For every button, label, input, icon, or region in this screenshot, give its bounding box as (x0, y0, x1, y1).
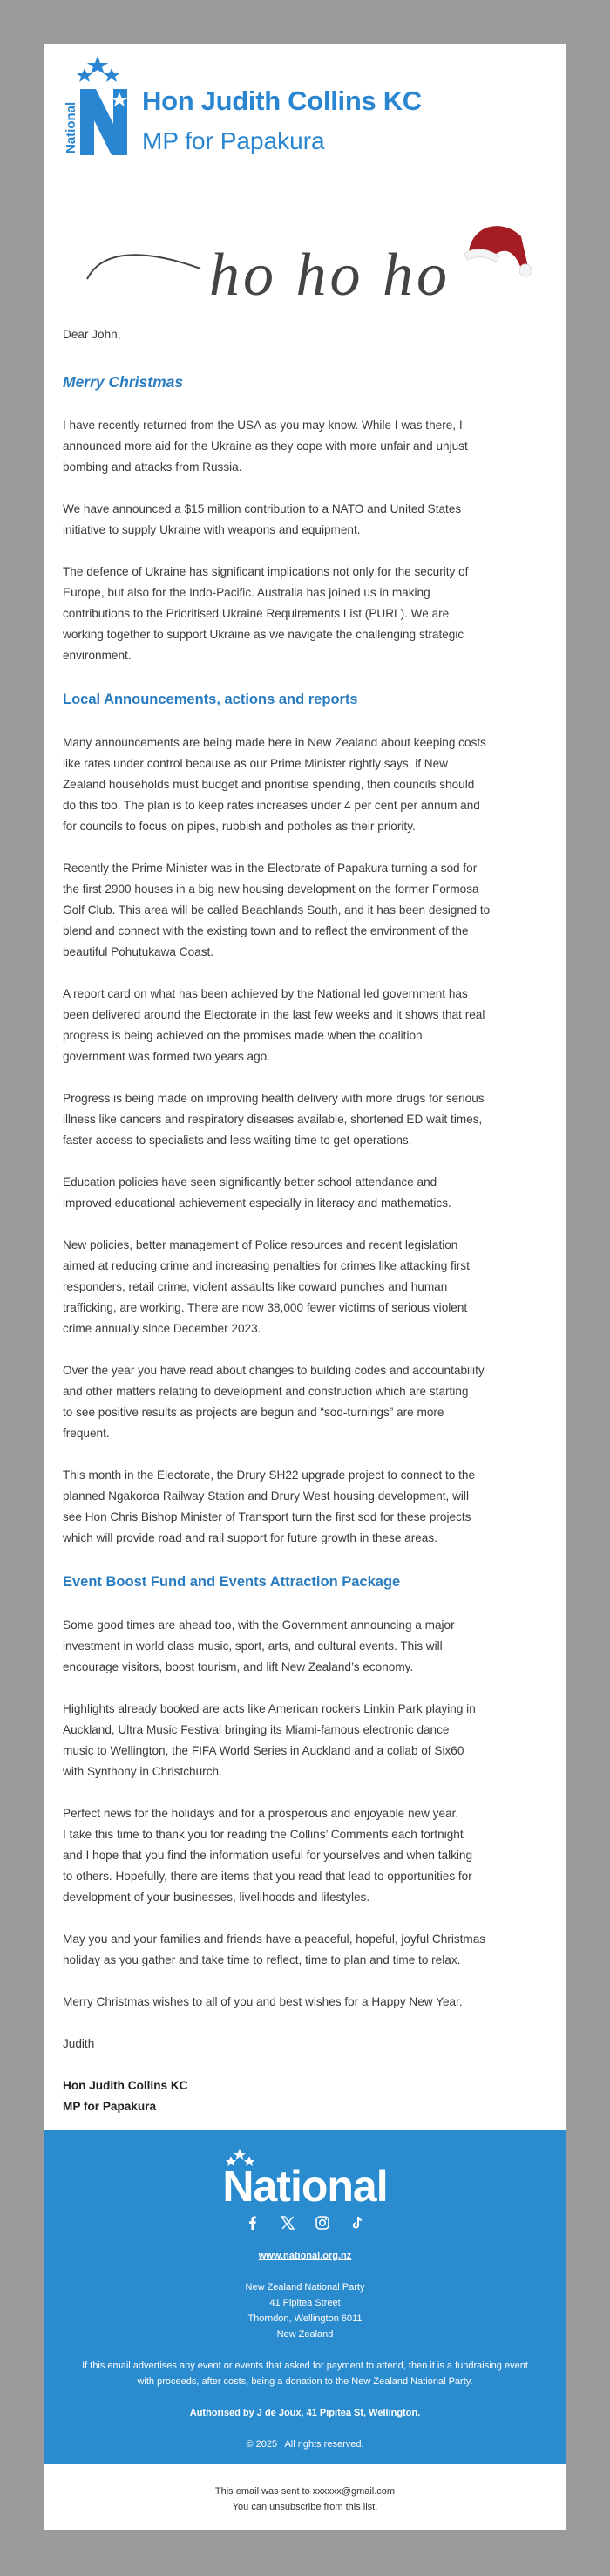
paragraph-line: I have recently returned from the USA as you may know. While I was there, I (63, 419, 463, 432)
paragraph-line: Zealand households must budget and prioritise spending, then councils should (63, 778, 475, 791)
banner-text: ho ho ho (209, 242, 451, 309)
body-paragraph (63, 1615, 547, 1678)
greeting: Dear John, (63, 328, 121, 341)
paragraph-line: announced more aid for the Ukraine as they cope with more unfair and unjust (63, 440, 468, 453)
footer-logo-text: National (222, 2162, 388, 2203)
address-line: Thorndon, Wellington 6011 (247, 2314, 363, 2324)
paragraph-line: government was formed two years ago. (63, 1050, 271, 1063)
paragraph-line: and other matters relating to development and construction which are starting (63, 1385, 469, 1398)
paragraph-line: Some good times are ahead too, with the Government announcing a major (63, 1619, 455, 1632)
address-line: New Zealand (276, 2329, 334, 2340)
content-sections (63, 371, 547, 2055)
body-paragraph (63, 2034, 547, 2055)
paragraph-line: Education policies have seen significantly better school attendance and (63, 1176, 437, 1189)
body-paragraph (63, 562, 547, 666)
signature-role: MP for Papakura (63, 2100, 157, 2113)
fundraising-disclaimer: If this email advertises any event or events that asked for payment to attend, then it is a fundraising event with proceeds, after costs, being a donation to the New Zealand National Party. (82, 2361, 528, 2387)
body-paragraph (63, 1172, 547, 1214)
body-paragraph (63, 415, 547, 478)
paragraph-line: which will provide road and rail support for future growth in these areas. (63, 1531, 437, 1544)
body-paragraph (63, 1088, 547, 1151)
paragraph-line: Recently the Prime Minister was in the Electorate of Papakura turning a sod for (63, 862, 478, 875)
paragraph-line: Many announcements are being made here in New Zealand about keeping costs (63, 736, 486, 749)
paragraph-line: development of your businesses, livelihoods and lifestyles. (63, 1891, 370, 1904)
address (44, 2280, 566, 2342)
paragraph-line: investment in world class music, sport, arts, and cultural events. This will (63, 1639, 443, 1653)
authorisation-statement: Authorised by J de Joux, 41 Pipitea St, Wellington. (189, 2408, 421, 2418)
paragraph-line: I take this time to thank you for reading the Collins’ Comments each fortnight (63, 1828, 464, 1841)
paragraph-line: improved educational achievement especially in literacy and mathematics. (63, 1196, 451, 1210)
instagram-icon[interactable] (315, 2215, 330, 2231)
national-wordmark-logo (209, 2149, 401, 2203)
national-logo-icon (54, 54, 141, 159)
paragraph-line: working together to support Ukraine as we navigate the challenging strategic (63, 628, 464, 641)
paragraph-line: The defence of Ukraine has significant implications not only for the security of (63, 565, 469, 578)
paragraph-line: been delivered around the Electorate in the last few weeks and it shows that real (63, 1008, 485, 1021)
ho-ho-ho-banner (78, 192, 532, 323)
paragraph-line: Auckland, Ultra Music Festival bringing its Miami-famous electronic dance (63, 1723, 450, 1736)
email-card (44, 44, 566, 2530)
paragraph-line: crime annually since December 2023. (63, 1322, 261, 1335)
paragraph-line: frequent. (63, 1427, 110, 1440)
paragraph-line: trafficking, are working. There are now 38,000 fewer victims of serious violent (63, 1301, 468, 1314)
paragraph-line: with Synthony in Christchurch. (63, 1765, 222, 1778)
paragraph-line: and I hope that you find the information useful for yourselves and when talking (63, 1849, 473, 1862)
copyright: © 2025 | All rights reserved. (246, 2439, 364, 2450)
email-body (44, 324, 566, 2130)
paragraph-line: Europe, but also for the Indo-Pacific. Australia has joined us in making (63, 586, 430, 599)
paragraph-line: faster access to specialists and less waiting time to get operations. (63, 1134, 412, 1147)
body-paragraph (63, 733, 547, 837)
section-heading: Event Boost Fund and Events Attraction Package (63, 1574, 401, 1590)
body-paragraph (63, 1929, 547, 1971)
swash-decoration (87, 255, 200, 279)
header-subtitle: MP for Papakura (142, 127, 325, 154)
paragraph-line: the first 2900 houses in a big new housing development on the former Formosa (63, 883, 479, 896)
paragraph-line: encourage visitors, boost tourism, and lift New Zealand’s economy. (63, 1660, 414, 1673)
paragraph-line: May you and your families and friends have a peaceful, hopeful, joyful Christmas (63, 1932, 486, 1946)
paragraph-line: We have announced a $15 million contribution to a NATO and United States (63, 502, 462, 515)
paragraph-line: bombing and attacks from Russia. (63, 460, 242, 474)
body-paragraph (63, 984, 547, 1067)
paragraph-line: Judith (63, 2037, 95, 2050)
body-paragraph (63, 1360, 547, 1444)
signature-name: Hon Judith Collins KC (63, 2079, 188, 2092)
paragraph-line: Merry Christmas wishes to all of you and best wishes for a Happy New Year. (63, 1995, 463, 2008)
sent-to-text: This email was sent to xxxxxx@gmail.com (214, 2486, 396, 2497)
paragraph-line: progress is being achieved on the promises made when the coalition (63, 1029, 423, 1042)
paragraph-line: Perfect news for the holidays and for a prosperous and enjoyable new year. (63, 1807, 459, 1820)
website-link[interactable]: www.national.org.nz (258, 2251, 352, 2261)
paragraph-line: environment. (63, 649, 132, 662)
paragraph-line: to see positive results as projects are begun and “sod-turnings” are more (63, 1406, 444, 1419)
paragraph-line: beautiful Pohutukawa Coast. (63, 945, 214, 958)
facebook-icon[interactable] (245, 2215, 261, 2231)
unsubscribe-link[interactable]: You can unsubscribe from this list. (232, 2502, 378, 2512)
paragraph-line: contributions to the Prioritised Ukraine Requirements List (PURL). We are (63, 607, 450, 620)
paragraph-line: planned Ngakoroa Railway Station and Drury West housing development, will (63, 1489, 469, 1503)
paragraph-line: Over the year you have read about changes to building codes and accountability (63, 1364, 485, 1377)
footer (44, 2130, 566, 2464)
paragraph-line: like rates under control because as our Prime Minister rightly says, if New (63, 757, 448, 770)
paragraph-line: Golf Club. This area will be called Beachlands South, and it has been designed to (63, 903, 491, 917)
paragraph-line: New policies, better management of Police resources and recent legislation (63, 1238, 458, 1251)
paragraph-line: see Hon Chris Bishop Minister of Transport turn the first sod for these projects (63, 1510, 471, 1523)
paragraph-line: aimed at reducing crime and increasing penalties for crimes like attacking first (63, 1259, 470, 1272)
social-links (44, 2215, 566, 2231)
paragraph-line: This month in the Electorate, the Drury SH22 upgrade project to connect to the (63, 1469, 476, 1482)
paragraph-line: Progress is being made on improving health delivery with more drugs for serious (63, 1092, 485, 1105)
logo-national-text: National (64, 101, 78, 153)
email-header (44, 44, 566, 324)
body-paragraph (63, 1699, 547, 1782)
paragraph-line: music to Wellington, the FIFA World Series in Auckland and a collab of Six60 (63, 1744, 464, 1757)
paragraph-line: to others. Hopefully, there are items that you read that lead to opportunities for (63, 1870, 472, 1883)
santa-hat-icon (464, 226, 532, 276)
x-icon[interactable] (280, 2215, 295, 2231)
header-title: Hon Judith Collins KC (142, 85, 422, 116)
paragraph-line: initiative to supply Ukraine with weapons and equipment. (63, 523, 361, 536)
body-paragraph (63, 1803, 547, 1908)
paragraph-line: do this too. The plan is to keep rates increases under 4 per cent per annum and (63, 799, 480, 812)
subscription-info (44, 2464, 566, 2530)
paragraph-line: blend and connect with the existing town and to reflect the environment of the (63, 924, 469, 937)
paragraph-line: Highlights already booked are acts like American rockers Linkin Park playing in (63, 1702, 476, 1715)
body-paragraph (63, 858, 547, 963)
body-paragraph (63, 1465, 547, 1549)
section-heading: Local Announcements, actions and reports (63, 692, 358, 707)
paragraph-line: responders, retail crime, violent assaults like coward punches and human (63, 1280, 448, 1293)
paragraph-line: A report card on what has been achieved by the National led government has (63, 987, 468, 1000)
paragraph-line: illness like cancers and respiratory diseases available, shortened ED wait times, (63, 1113, 483, 1126)
address-line: New Zealand National Party (245, 2282, 365, 2293)
body-paragraph (63, 1992, 547, 2013)
section-heading: Merry Christmas (63, 373, 184, 391)
paragraph-line: for councils to focus on pipes, rubbish and potholes as their priority. (63, 820, 416, 833)
address-line: 41 Pipitea Street (269, 2298, 341, 2308)
body-paragraph (63, 499, 547, 541)
body-paragraph (63, 1235, 547, 1339)
tiktok-icon[interactable] (349, 2215, 365, 2231)
paragraph-line: holiday as you gather and take time to reflect, time to plan and time to relax. (63, 1953, 461, 1966)
